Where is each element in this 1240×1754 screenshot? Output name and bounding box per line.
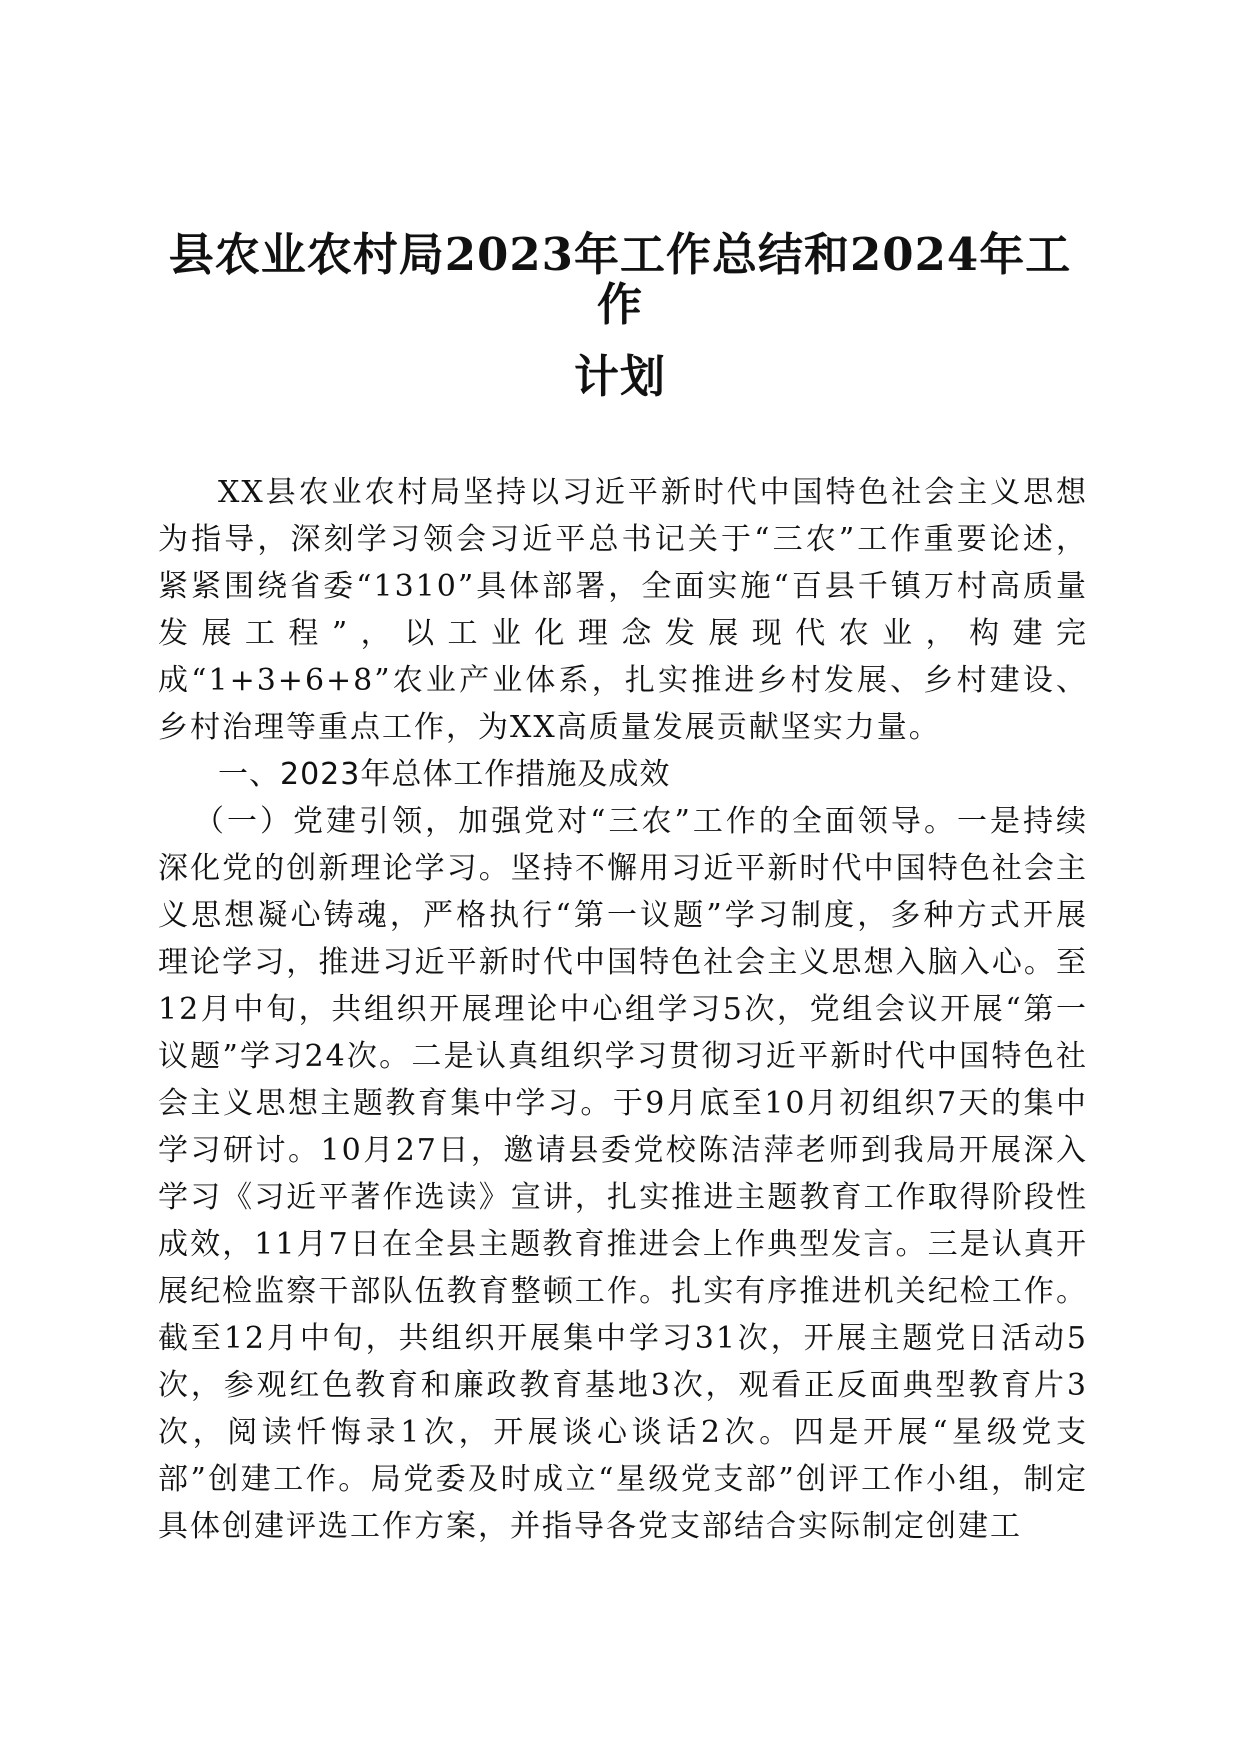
section-1-1-title: （一）党建引领，加强党对“三农”工作的全面领导。	[194, 804, 957, 839]
section-1-1-body: 一是持续深化党的创新理论学习。坚持不懈用习近平新时代中国特色社会主义思想凝心铸魂，严格执行“第一议题”学习制度，多种方式开展理论学习，推进习近平新时代中国特色社会主义思想入脑入心。至12月中旬，共组织开展理论中心组学习5次，党组会议开展“第一议题”学习24次。二是认真组织学习贯彻习近平新时代中国特色社会主义思想主题教育集中学习。于9月底至10月初组织7天的集中学习研讨。10月27日，邀请县委党校陈洁萍老师到我局开展深入学习《习近平著作选读》宣讲，扎实推进主题教育工作取得阶段性成效，11月7日在全县主题教育推进会上作典型发言。三是认真开展纪检监察干部队伍教育整顿工作。扎实有序推进机关纪检工作。截至12月中旬，共组织开展集中学习31次，开展主题党日活动5次，参观红色教育和廉政教育基地3次，观看正反面典型教育片3次，阅读忏悔录1次，开展谈心谈话2次。四是开展“星级党支部”创建工作。局党委及时成立“星级党支部”创评工作小组，制定具体创建评选工作方案，并指导各党支部结合实际制定创建工	[158, 804, 1088, 1544]
document-body	[158, 469, 1088, 1550]
document-title-line-1: 县农业农村局2023年工作总结和2024年工作	[168, 228, 1072, 331]
section-1-1-paragraph	[158, 798, 1088, 1550]
section-1-heading: 一、2023年总体工作措施及成效	[218, 757, 671, 792]
intro-paragraph: XX县农业农村局坚持以习近平新时代中国特色社会主义思想为指导，深刻学习领会习近平总书记关于“三农”工作重要论述，紧紧围绕省委“1310”具体部署，全面实施“百县千镇万村高质量发展工程”，以工业化理念发展现代农业，构建完成“1+3+6+8”农业产业体系，扎实推进乡村发展、乡村建设、乡村治理等重点工作，为XX高质量发展贡献坚实力量。	[158, 475, 1088, 745]
document-title-line-2: 计划	[573, 350, 666, 403]
